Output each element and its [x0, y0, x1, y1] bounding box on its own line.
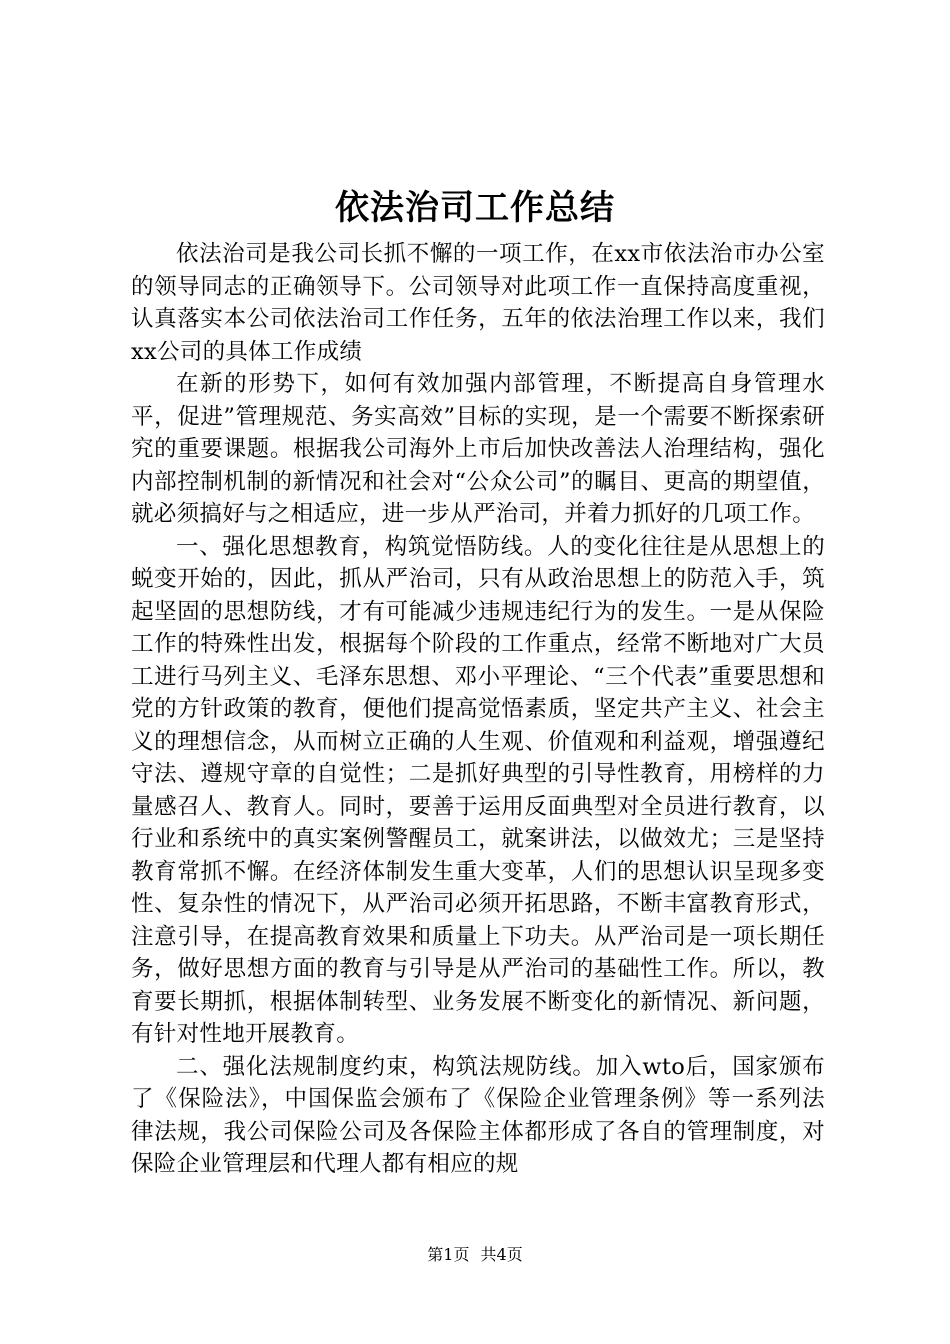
paragraph-intro: 依法治司是我公司长抓不懈的一项工作，在xx市依法治市办公室的领导同志的正确领导下。公司领导对此项工作一直保持高度重视，认真落实本公司依法治司工作任务，五年的依法治理工作以来，我们xx公司的具体工作成绩 [131, 241, 825, 365]
paragraph-section-two: 二、强化法规制度约束，构筑法规防线。加入wto后，国家颁布了《保险法》，中国保监会颁布了《保险企业管理条例》等一系列法律法规，我公司保险公司及各保险主体都形成了各自的管理制度，对保险企业管理层和代理人都有相应的规 [131, 1053, 825, 1177]
page-footer [0, 1244, 950, 1266]
paragraph-section-one: 一、强化思想教育，构筑觉悟防线。人的变化往往是从思想上的蜕变开始的，因此，抓从严治司，只有从政治思想上的防范入手，筑起坚固的思想防线，才有可能减少违规违纪行为的发生。一是从保险工作的特殊性出发，根据每个阶段的工作重点，经常不断地对广大员工进行马列主义、毛泽东思想、邓小平理论、“三个代表”重要思想和党的方针政策的教育，便他们提高觉悟素质，坚定共产主义、社会主义的理想信念，从而树立正确的人生观、价值观和利益观，增强遵纪守法、遵规守章的自觉性；二是抓好典型的引导性教育，用榜样的力量感召人、教育人。同时，要善于运用反面典型对全员进行教育，以行业和系统中的真实案例警醒员工，就案讲法，以做效尤；三是坚持教育常抓不懈。在经济体制发生重大变革，人们的思想认识呈现多变性、复杂性的情况下，从严治司必须开拓思路，不断丰富教育形式，注意引导，在提高教育效果和质量上下功夫。从严治司是一项长期任务，做好思想方面的教育与引导是从严治司的基础性工作。所以，教育要长期抓，根据体制转型、业务发展不断变化的新情况、新问题，有针对性地开展教育。 [131, 533, 825, 1047]
document-body [131, 238, 825, 1181]
page-number: 第1页 [427, 1245, 470, 1264]
page-total: 共4页 [480, 1245, 523, 1264]
paragraph-context: 在新的形势下，如何有效加强内部管理，不断提高自身管理水平，促进”管理规范、务实高效”目标的实现，是一个需要不断探索研究的重要课题。根据我公司海外上市后加快改善法人治理结构，强化内部控制机制的新情况和社会对“公众公司”的瞩目、更高的期望值，就必须搞好与之相适应，进一步从严治司，并着力抓好的几项工作。 [131, 371, 825, 527]
document-title: 依法治司工作总结 [335, 188, 615, 228]
